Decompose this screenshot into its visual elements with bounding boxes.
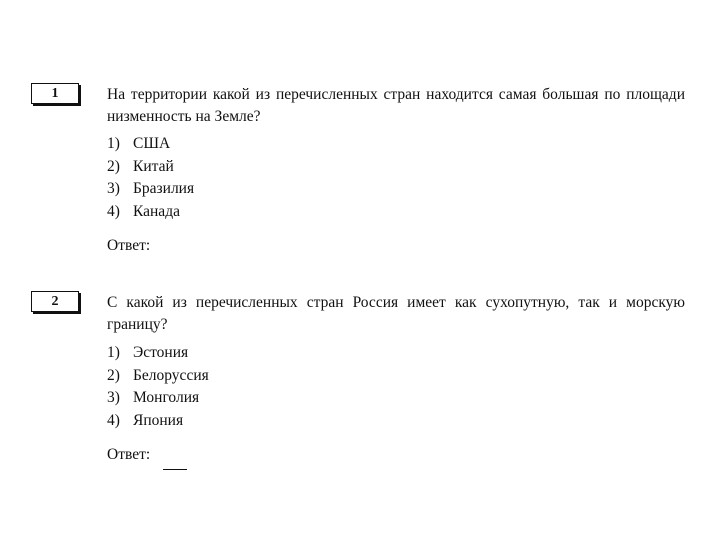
answer-options — [107, 133, 194, 223]
option-item — [107, 365, 209, 388]
option-label: Япония — [133, 411, 184, 429]
question-text: С какой из перечисленных стран Россия имеет как сухопутную, так и морскую границу? — [107, 294, 685, 333]
option-number: 4) — [107, 202, 120, 220]
answer-label: Ответ: — [107, 446, 151, 463]
option-label: Монголия — [133, 389, 200, 406]
question-number-box — [31, 291, 79, 312]
option-item — [107, 178, 194, 201]
answer-options — [107, 342, 209, 432]
option-number: 3) — [107, 389, 120, 406]
question-number: 2 — [51, 293, 59, 309]
option-number: 2) — [107, 157, 120, 175]
option-item — [107, 133, 194, 156]
option-item — [107, 410, 209, 433]
option-item — [107, 201, 194, 224]
option-label: Бразилия — [133, 180, 195, 197]
answer-underline — [163, 469, 187, 470]
option-label: Эстония — [133, 344, 189, 361]
option-item — [107, 342, 209, 365]
option-item — [107, 387, 209, 410]
option-number: 2) — [107, 366, 120, 384]
question-text: На территории какой из перечисленных стран находится самая большая по площади низменность на Земле? — [107, 86, 685, 125]
option-number: 1) — [107, 344, 120, 361]
option-label: Белоруссия — [133, 366, 209, 384]
option-label: Китай — [133, 157, 174, 175]
question-number-box — [31, 83, 79, 104]
option-number: 1) — [107, 135, 120, 152]
option-label: Канада — [133, 202, 180, 220]
option-item — [107, 156, 194, 179]
option-number: 4) — [107, 411, 120, 429]
question-number: 1 — [51, 85, 59, 101]
answer-label: Ответ: — [107, 237, 151, 254]
option-label: США — [133, 135, 171, 152]
option-number: 3) — [107, 180, 120, 197]
